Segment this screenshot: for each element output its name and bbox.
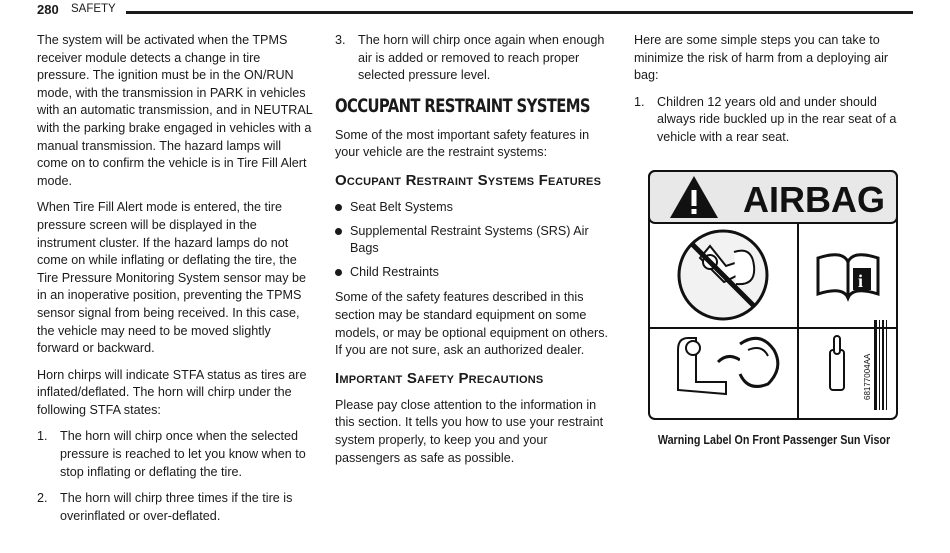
section-name: SAFETY [71,3,116,15]
bullet-text: Seat Belt Systems [350,199,453,214]
subheading-precautions: Important Safety Precautions [335,369,544,387]
horn-chirp-list [37,428,315,525]
bullet-item [335,264,615,282]
page-number: 280 [37,2,59,17]
bullet-text: Supplemental Restraint Systems (SRS) Air Bags [350,223,589,256]
no-rear-facing-child-seat-icon [679,231,767,319]
list-item [634,94,914,147]
steps-list [634,94,914,147]
list-text: The horn will chirp once when the selected pressure is reached to let you know when to stop inflating or deflating the tire. [60,429,306,479]
list-item [335,32,615,85]
bullet-icon [335,269,342,276]
bullet-text: Child Restraints [350,264,439,279]
read-manual-book-icon [818,255,878,298]
list-text: Children 12 years old and under should always ride buckled up in the rear seat of a vehicle with a rear seat. [657,94,897,144]
header-rule [126,11,913,14]
paragraph-horn-chirps: Horn chirps will indicate STFA status as tires are inflated/deflated. The horn will chirp under the following STFA states: [37,367,307,417]
airbag-warning-label [648,170,898,420]
part-number-text: 68177004AA [863,353,872,400]
list-number: 1. [634,94,645,109]
page-header [37,2,913,20]
paragraph-system-activation: The system will be activated when the TPMS receiver module detects a change in tire pressure. The ignition must be in the ON/RUN mode, with the transmission in PARK in vehicles with an automatic transmission, and in NEUTRAL with the parking brake engaged in vehicles with a manual transmission. The hazard lamps will come on to confirm the vehicle is in Tire Fill Alert mode. [37,33,313,188]
bullet-item [335,199,615,217]
column-middle [335,32,615,476]
paragraph-restraint-intro: Some of the most important safety features in your vehicle are the restraint systems: [335,127,590,160]
subheading-features: Occupant Restraint Systems Features [335,171,602,189]
horn-chirp-list-continued [335,32,615,85]
bullet-icon [335,228,342,235]
paragraph-precautions: Please pay close attention to the information in this section. It tells you how to use your restraint system properly, to keep you and your passengers as safe as possible. [335,397,604,465]
column-right [634,32,914,156]
paragraph-tire-fill-alert: When Tire Fill Alert mode is entered, the tire pressure screen will be displayed in the instrument cluster. If the hazard lamps do not come on while inflating or deflating the tire, the Tire Pressure Monitoring System sensor may be in an inoperative position, preventing the TPMS sensor signal from being received. In this case, the vehicle may need to be moved slightly forward or backward. [37,200,306,356]
figure-caption: Warning Label On Front Passenger Sun Visor [657,433,891,447]
section-heading: OCCUPANT RESTRAINT SYSTEMS [335,94,590,117]
list-number: 2. [37,491,48,506]
paragraph-safety-features: Some of the safety features described in this section may be standard equipment on some models, or may be optional equipment on others. If you are not sure, ask an authorized dealer. [335,290,609,358]
svg-text:i: i [858,271,864,291]
label-title: AIRBAG [743,179,885,220]
list-number: 3. [335,33,346,47]
features-bullet-list [335,199,615,281]
column-left [37,32,315,534]
bullet-item [335,223,615,258]
list-text: The horn will chirp three times if the tire is overinflated or over-deflated. [60,491,293,523]
list-number: 1. [37,429,48,444]
list-item [37,490,315,525]
bullet-icon [335,204,342,211]
paragraph-steps-intro: Here are some simple steps you can take to minimize the risk of harm from a deploying air bag: [634,33,889,83]
airbag-label-illustration [648,170,898,420]
list-text: The horn will chirp once again when enough air is added or removed to reach proper selected pressure level. [358,33,605,83]
list-item [37,428,315,481]
